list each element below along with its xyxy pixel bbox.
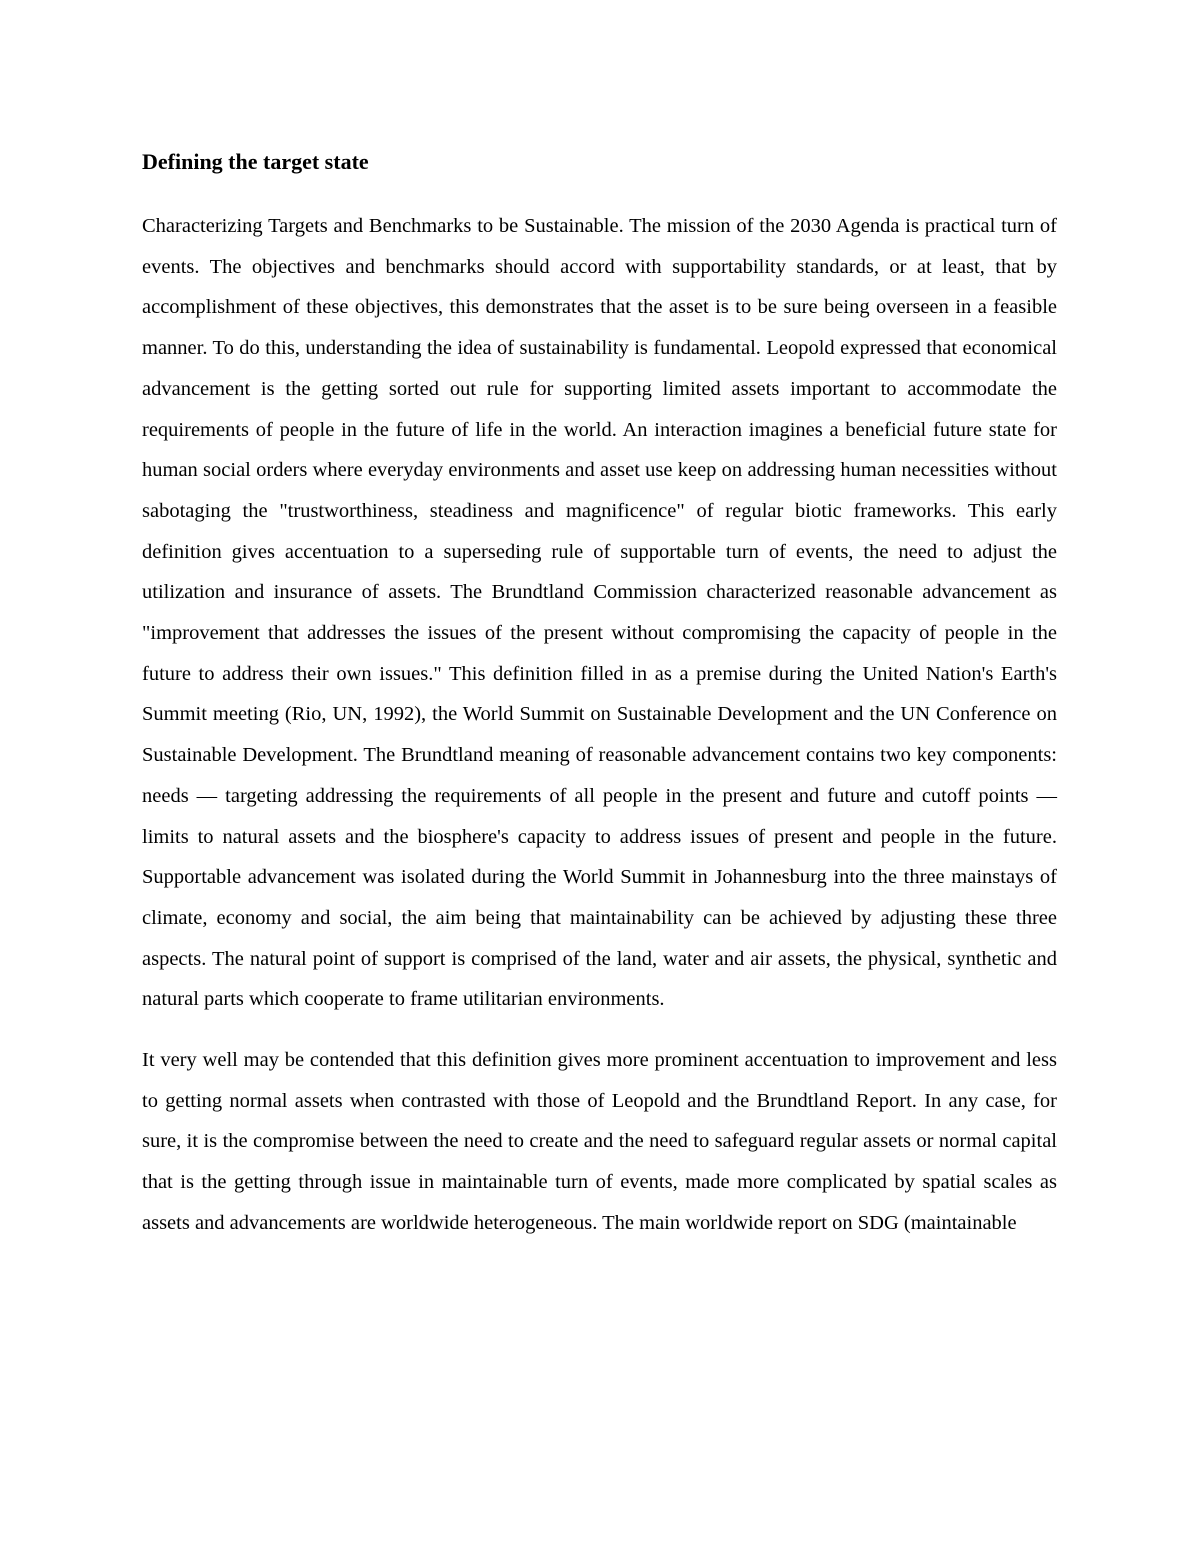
section-heading: Defining the target state [142, 149, 369, 174]
body-paragraph: Characterizing Targets and Benchmarks to be Sustainable. The mission of the 2030 Agenda is practical turn of events. The objectives and benchmarks should accord with supportability standards, or at least, that by accomplishment of these objectives, this demonstrates that the asset is to be sure being overseen in a feasible manner. To do this, understanding the idea of sustainability is fundamental. Leopold expressed that economical advancement is the getting sorted out rule for supporting limited assets important to accommodate the requirements of people in the future of life in the world. An interaction imagines a beneficial future state for human social orders where everyday environments and asset use keep on addressing human necessities without sabotaging the "trustworthiness, steadiness and magnificence" of regular biotic frameworks. This early definition gives accentuation to a superseding rule of supportable turn of events, the need to adjust the utilization and insurance of assets. The Brundtland Commission characterized reasonable advancement as "improvement that addresses the issues of the present without compromising the capacity of people in the future to address their own issues." This definition filled in as a premise during the United Nation's Earth's Summit meeting (Rio, UN, 1992), the World Summit on Sustainable Development and the UN Conference on Sustainable Development. The Brundtland meaning of reasonable advancement contains two key components: needs — targeting addressing the requirements of all people in the present and future and cutoff points — limits to natural assets and the biosphere's capacity to address issues of present and people in the future. Supportable advancement was isolated during the World Summit in Johannesburg into the three mainstays of climate, economy and social, the aim being that maintainability can be achieved by adjusting these three aspects. The natural point of support is comprised of the land, water and air assets, the physical, synthetic and natural parts which cooperate to frame utilitarian environments. [142, 215, 1057, 1011]
body-paragraph: It very well may be contended that this definition gives more prominent accentuation to improvement and less to getting normal assets when contrasted with those of Leopold and the Brundtland Report. In any case, for sure, it is the compromise between the need to create and the need to safeguard regular assets or normal capital that is the getting through issue in maintainable turn of events, made more complicated by spatial scales as assets and advancements are worldwide heterogeneous. The main worldwide report on SDG (maintainable [142, 1049, 1057, 1234]
document-body [142, 142, 1057, 1264]
